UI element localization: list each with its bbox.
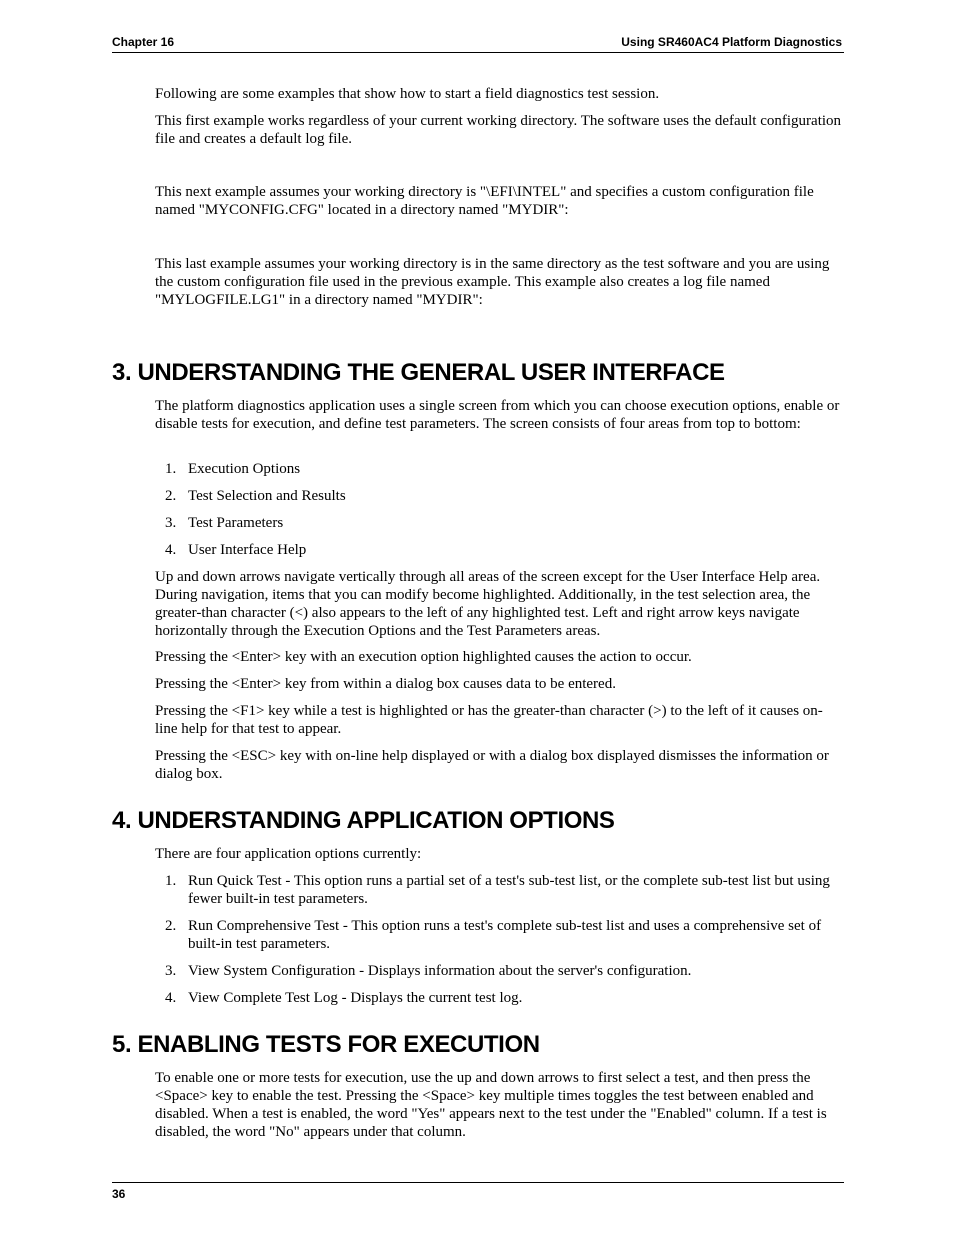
running-title: Using SR460AC4 Platform Diagnostics	[621, 35, 842, 49]
intro-paragraph-2: This first example works regardless of your current working directory. The software uses the default configuration file and creates a default log file.	[155, 113, 842, 147]
list-item	[165, 487, 835, 505]
intro-paragraph-1: Following are some examples that show how to start a field diagnostics test session.	[155, 86, 660, 102]
list-item-text: User Interface Help	[188, 542, 307, 558]
section-3-paragraph-5: Pressing the <F1> key while a test is highlighted or has the greater-than character (>) to the left of it causes on-line help for that test to appear.	[155, 703, 823, 737]
intro-paragraph-4: This last example assumes your working directory is in the same directory as the test software and you are using the custom configuration file used in the previous example. This example also creates a log file named "MYLOGFILE.LG1" in a directory named "MYDIR":	[155, 256, 830, 308]
section-3-heading: 3. UNDERSTANDING THE GENERAL USER INTERFACE	[112, 359, 725, 386]
page-number: 36	[112, 1187, 126, 1201]
list-item	[165, 872, 835, 908]
list-item-number: 3.	[165, 515, 177, 531]
page-footer	[112, 1182, 844, 1201]
list-item-text: View Complete Test Log - Displays the current test log.	[188, 990, 523, 1006]
section-4-heading: 4. UNDERSTANDING APPLICATION OPTIONS	[112, 807, 615, 834]
list-item-number: 3.	[165, 963, 177, 979]
list-item-number: 1.	[165, 461, 177, 477]
list-item	[165, 962, 835, 980]
list-item-text: View System Configuration - Displays information about the server's configuration.	[188, 963, 692, 979]
chapter-label: Chapter 16	[112, 35, 175, 49]
list-item-text: Run Quick Test - This option runs a partial set of a test's sub-test list, or the complete sub-test list but using fewer built-in test parameters.	[188, 873, 830, 907]
list-item-number: 4.	[165, 542, 177, 558]
section-3-paragraph-1: The platform diagnostics application uses a single screen from which you can choose execution options, enable or disable tests for execution, and define test parameters. The screen consists of four areas from top to bottom:	[155, 398, 840, 432]
list-item	[165, 541, 835, 559]
list-item-number: 1.	[165, 873, 177, 889]
intro-paragraph-3: This next example assumes your working directory is "\EFI\INTEL" and specifies a custom configuration file named "MYCONFIG.CFG" located in a directory named "MYDIR":	[155, 184, 814, 218]
list-item	[165, 460, 835, 478]
list-item-number: 4.	[165, 990, 177, 1006]
list-item-number: 2.	[165, 918, 177, 934]
section-4-paragraph-1: There are four application options currently:	[155, 846, 422, 862]
list-item	[165, 514, 835, 532]
section-3-paragraph-2: Up and down arrows navigate vertically through all areas of the screen except for the User Interface Help area. During navigation, items that you can modify become highlighted. Additionally, in the test selection area, the greater-than character (<) also appears to the left of any highlighted test. Left and right arrow keys navigate horizontally through the Execution Options and the Test Parameters areas.	[155, 569, 821, 639]
section-5-heading: 5. ENABLING TESTS FOR EXECUTION	[112, 1031, 540, 1058]
section-3-paragraph-3: Pressing the <Enter> key with an execution option highlighted causes the action to occur.	[155, 649, 692, 665]
list-item-text: Run Comprehensive Test - This option runs a test's complete sub-test list and uses a comprehensive set of built-in test parameters.	[188, 918, 822, 952]
list-item	[165, 917, 835, 953]
list-item-text: Test Parameters	[188, 515, 284, 531]
section-3-paragraph-6: Pressing the <ESC> key with on-line help displayed or with a dialog box displayed dismisses the information or dialog box.	[155, 748, 829, 782]
list-item	[165, 989, 835, 1007]
list-item-text: Test Selection and Results	[188, 488, 346, 504]
page-header	[112, 34, 844, 53]
list-item-text: Execution Options	[188, 461, 301, 477]
section-3-paragraph-4: Pressing the <Enter> key from within a dialog box causes data to be entered.	[155, 676, 616, 692]
list-item-number: 2.	[165, 488, 177, 504]
section-5-paragraph-1: To enable one or more tests for execution, use the up and down arrows to first select a test, and then press the <Space> key to enable the test. Pressing the <Space> key multiple times toggles the test between enabled and disabled. When a test is enabled, the word "Yes" appears next to the test under the "Enabled" column. If a test is disabled, the word "No" appears under that column.	[155, 1070, 827, 1140]
